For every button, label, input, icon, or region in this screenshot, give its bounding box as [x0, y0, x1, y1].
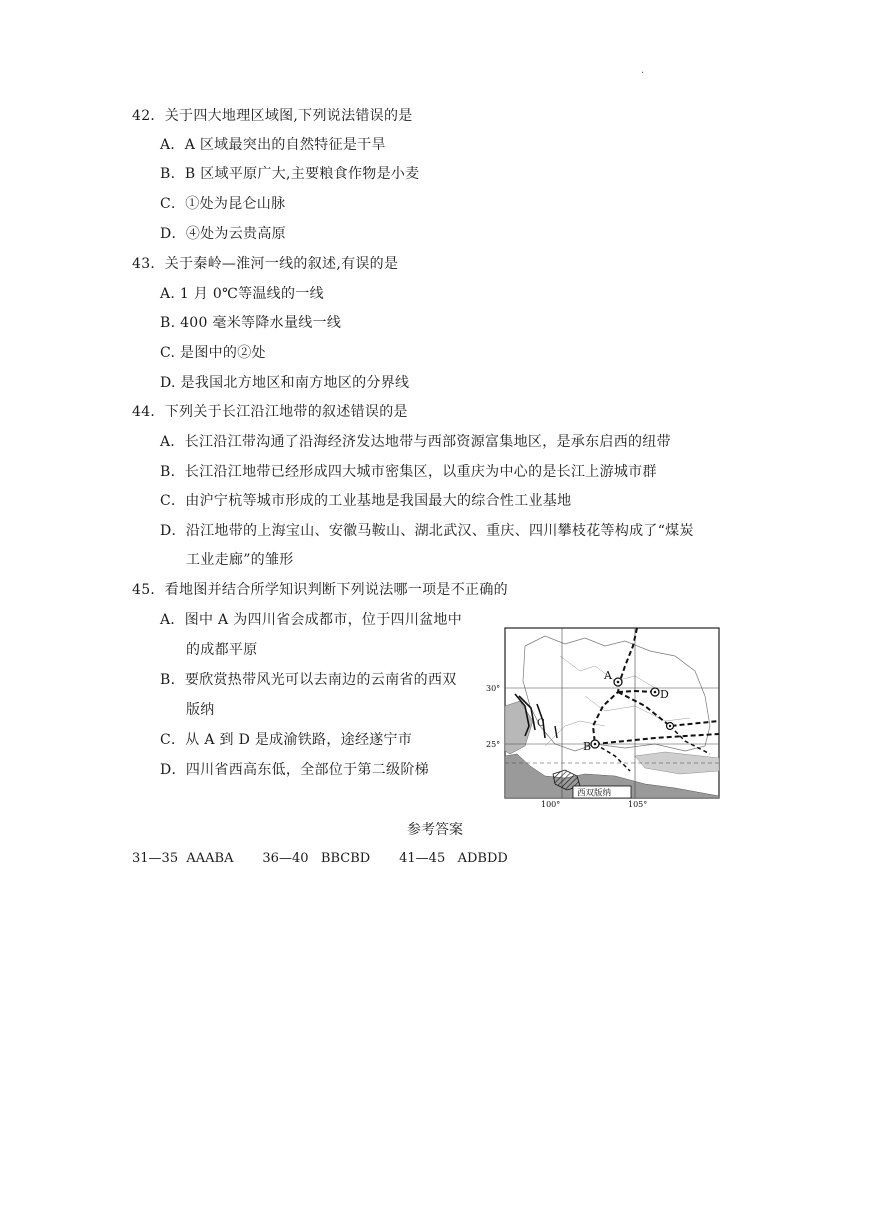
answer-key-line: [132, 850, 508, 868]
question-42-stem: 42．关于四大地理区域图,下列说法错误的是: [132, 108, 413, 124]
question-45-option-b: B．要欣赏热带风光可以去南边的云南省的西双: [160, 672, 457, 688]
question-43-option-d: D. 是我国北方地区和南方地区的分界线: [160, 375, 410, 391]
question-45-option-b-cont: 版纳: [186, 702, 215, 718]
map-lon-100: 100°: [541, 800, 561, 809]
map-label-b: B: [583, 740, 592, 753]
map-label-d: D: [660, 688, 669, 701]
question-45-option-a: A．图中 A 为四川省会成都市，位于四川盆地中: [160, 612, 463, 628]
question-45-option-c: C．从 A 到 D 是成渝铁路，途经遂宁市: [160, 732, 413, 748]
answer-values-2: BBCBD: [320, 851, 371, 866]
answer-key-title: 参考答案: [407, 822, 463, 838]
question-42-option-b: B．B 区域平原广大,主要粮食作物是小麦: [160, 166, 420, 182]
answer-values-1: AAABA: [186, 851, 234, 866]
map-lon-105: 105°: [628, 800, 648, 809]
question-44-option-c: C．由沪宁杭等城市形成的工业基地是我国最大的综合性工业基地: [160, 493, 572, 509]
answer-range-2: 36—40: [262, 851, 309, 866]
question-45-stem: 45．看地图并结合所学知识判断下列说法哪一项是不正确的: [132, 582, 508, 598]
question-44-stem: 44．下列关于长江沿江地带的叙述错误的是: [132, 404, 408, 420]
map-label-c: C: [537, 718, 545, 729]
answer-range-3: 41—45: [399, 851, 446, 866]
header-dot: ·: [641, 68, 645, 79]
question-42-option-a: A．A 区域最突出的自然特征是干旱: [160, 137, 386, 153]
map-lat-30: 30°: [486, 684, 501, 693]
question-44-option-d-cont: 工业走廊”的雏形: [186, 552, 294, 568]
question-44-option-d: D．沿江地带的上海宝山、安徽马鞍山、湖北武汉、重庆、四川攀枝花等构成了“煤炭: [160, 523, 694, 539]
map-label-xishuangbanna: 西双版纳: [577, 788, 612, 799]
question-44-option-a: A．长江沿江带沟通了沿海经济发达地带与西部资源富集地区，是承东启西的纽带: [160, 434, 671, 450]
question-43-option-a: A. 1 月 0℃等温线的一线: [160, 286, 324, 302]
question-43-option-c: C. 是图中的②处: [160, 345, 266, 361]
question-43-option-b: B. 400 毫米等降水量线一线: [160, 315, 342, 331]
sichuan-map-figure: [485, 626, 723, 810]
answer-values-3: ADBDD: [457, 851, 508, 866]
question-42-option-d: D．④处为云贵高原: [160, 226, 286, 242]
question-45-option-d: D．四川省西高东低，全部位于第二级阶梯: [160, 762, 429, 778]
answer-range-1: 31—35: [132, 851, 179, 866]
map-lat-25: 25°: [486, 740, 501, 749]
map-label-a: A: [604, 669, 612, 682]
question-43-stem: 43．关于秦岭—淮河一线的叙述,有误的是: [132, 256, 399, 272]
question-45-option-a-cont: 的成都平原: [186, 642, 258, 658]
question-42-option-c: C．①处为昆仑山脉: [160, 196, 286, 212]
question-44-option-b: B．长江沿江地带已经形成四大城市密集区，以重庆为中心的是长江上游城市群: [160, 464, 657, 480]
